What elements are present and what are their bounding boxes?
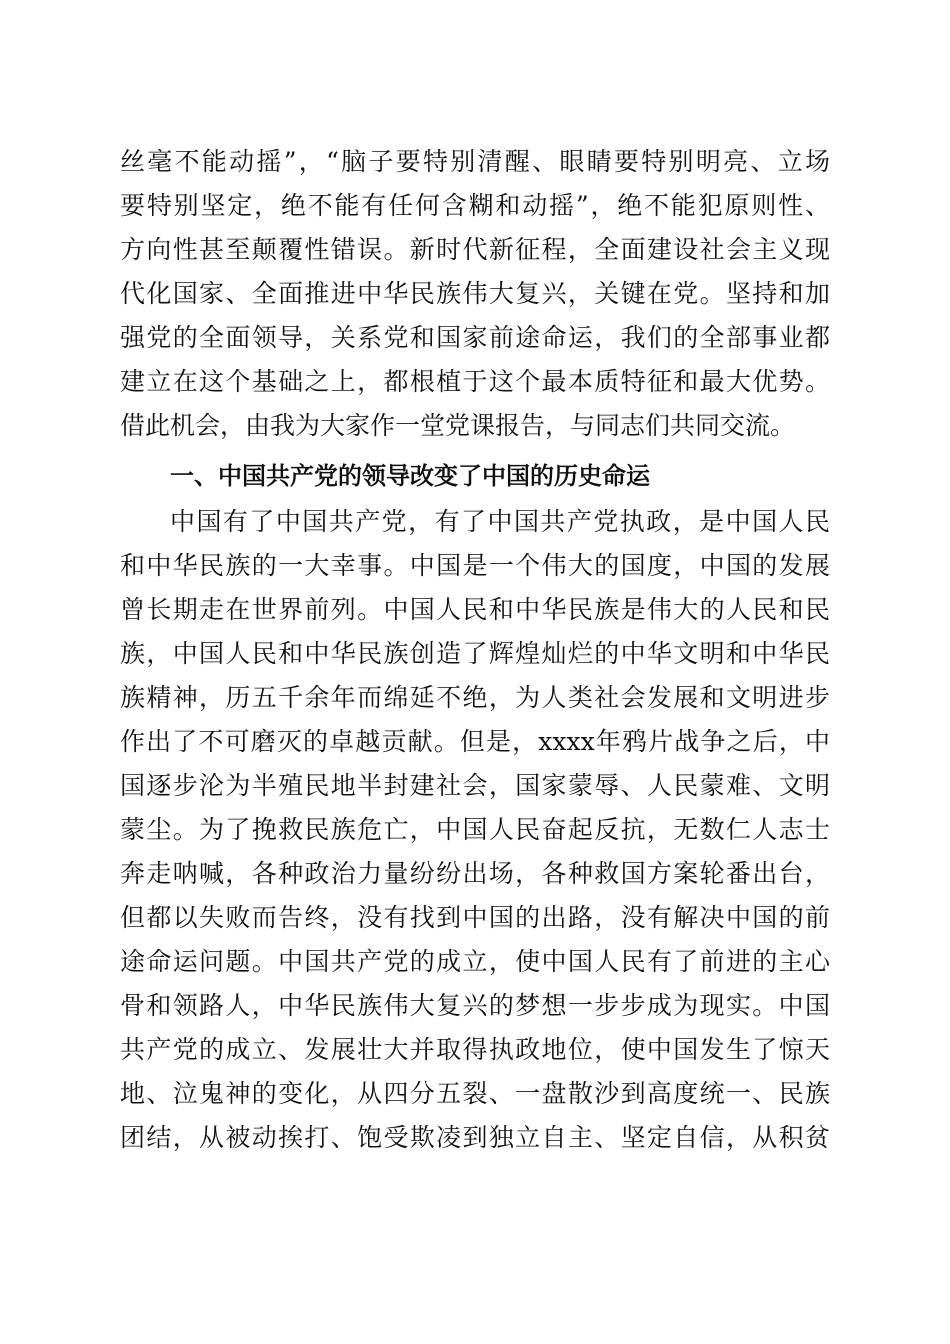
body-line-14: 地、泣鬼神的变化，从四分五裂、一盘散沙到高度统一、民族 xyxy=(120,1079,830,1108)
body-line-8: 蒙尘。为了挽救民族危亡，中国人民奋起反抗，无数仁人志士 xyxy=(120,815,830,844)
section-heading: 一、中国共产党的领导改变了中国的历史命运 xyxy=(170,462,650,490)
body-line-4: 族，中国人民和中华民族创造了辉煌灿烂的中华文明和中华民 xyxy=(120,639,830,668)
body-line-13: 共产党的成立、发展壮大并取得执政地位，使中国发生了惊天 xyxy=(120,1035,830,1064)
intro-line-4: 代化国家、全面推进中华民族伟大复兴，关键在党。坚持和加 xyxy=(120,279,830,308)
body-line-10: 但都以失败而告终，没有找到中国的出路，没有解决中国的前 xyxy=(120,903,830,932)
body-line-1: 中国有了中国共产党，有了中国共产党执政，是中国人民 xyxy=(170,507,830,536)
intro-line-2: 要特别坚定，绝不能有任何含糊和动摇”，绝不能犯原则性、 xyxy=(120,191,830,220)
intro-line-3: 方向性甚至颠覆性错误。新时代新征程，全面建设社会主义现 xyxy=(120,235,830,264)
intro-line-7: 借此机会，由我为大家作一堂党课报告，与同志们共同交流。 xyxy=(120,411,796,440)
body-line-12: 骨和领路人，中华民族伟大复兴的梦想一步步成为现实。中国 xyxy=(120,991,830,1020)
body-line-2: 和中华民族的一大幸事。中国是一个伟大的国度，中国的发展 xyxy=(120,551,830,580)
intro-line-6: 建立在这个基础之上，都根植于这个最本质特征和最大优势。 xyxy=(120,367,830,396)
body-line-6: 作出了不可磨灭的卓越贡献。但是，xxxx年鸦片战争之后，中 xyxy=(120,727,830,756)
body-line-15: 团结，从被动挨打、饱受欺凌到独立自主、坚定自信，从积贫 xyxy=(120,1123,830,1152)
body-line-5: 族精神，历五千余年而绵延不绝，为人类社会发展和文明进步 xyxy=(120,683,830,712)
body-line-7: 国逐步沦为半殖民地半封建社会，国家蒙辱、人民蒙难、文明 xyxy=(120,771,830,800)
intro-line-5: 强党的全面领导，关系党和国家前途命运，我们的全部事业都 xyxy=(120,323,830,352)
intro-line-1: 丝毫不能动摇”，“脑子要特别清醒、眼睛要特别明亮、立场 xyxy=(120,147,830,176)
body-line-3: 曾长期走在世界前列。中国人民和中华民族是伟大的人民和民 xyxy=(120,595,830,624)
body-line-9: 奔走呐喊，各种政治力量纷纷出场，各种救国方案轮番出台， xyxy=(120,859,830,888)
body-line-11: 途命运问题。中国共产党的成立，使中国人民有了前进的主心 xyxy=(120,947,830,976)
